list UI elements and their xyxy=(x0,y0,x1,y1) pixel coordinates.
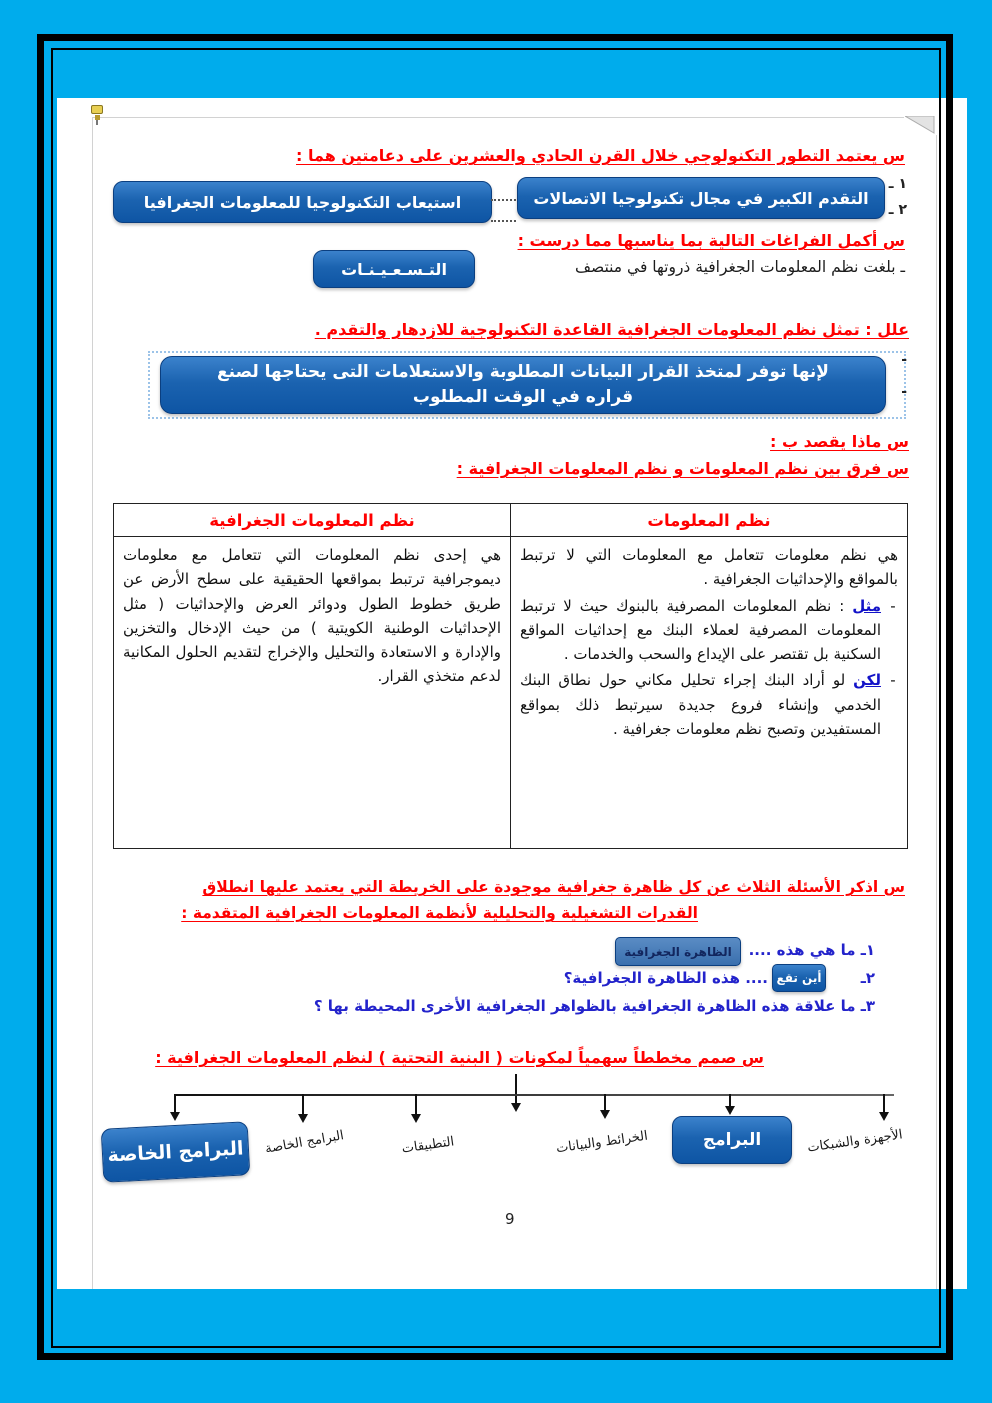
flowchart-node-software-box: البرامج xyxy=(672,1116,792,1164)
flowchart-drop-line xyxy=(415,1094,417,1114)
table-header-row xyxy=(114,504,908,537)
is-example-text: : نظم المعلومات المصرفية بالبنوك حيث لا ترتبط المعلومات المصرفية لعملاء البنك مع إحداثيات المواقع السكنية بل تقتصر على الإيداع والسحب والخدمات . xyxy=(520,596,881,664)
sub-question-3: ٣ـ ما علاقة هذه الظاهرة الجغرافية بالظواهر الجغرافية الأخرى المحيطة بها ؟ xyxy=(313,997,875,1015)
folded-corner-icon xyxy=(905,116,935,134)
arrow-down-icon xyxy=(600,1110,610,1119)
is-but-text: لو أراد البنك إجراء تحليل مكاني حول نطاق البنك الخدمي وإنشاء فروع جديدة سيرتبط ذلك بمواقع المستفيدين وتصبح نظم معلومات جغرافية . xyxy=(520,671,881,739)
flowchart-drop-line xyxy=(604,1094,606,1110)
flowchart-drop-line xyxy=(883,1094,885,1112)
dash-mark-2: - xyxy=(901,384,907,400)
answer-box-where-located: أين تقع xyxy=(772,964,826,992)
question-1-item-2-number: ٢ ـ xyxy=(888,202,907,218)
flowchart-drop-line xyxy=(729,1094,731,1106)
arrow-down-icon xyxy=(511,1103,521,1112)
fill-blank-sentence: ـ بلغت نظم المعلومات الجغرافية ذروتها في منتصف xyxy=(574,258,905,276)
table-header-information-systems: نظم المعلومات xyxy=(511,504,908,537)
question-4-heading: س ماذا يقصد ب : xyxy=(770,432,909,451)
dash-mark-1: - xyxy=(901,352,907,368)
pushpin-icon xyxy=(90,105,104,125)
flowchart-drop-line xyxy=(302,1094,304,1114)
question-2-heading: س أكمل الفراغات التالية بما يناسبها مما درست : xyxy=(517,231,905,250)
list-marker: - xyxy=(890,671,896,690)
dotted-line xyxy=(491,220,516,222)
question-1-heading: س يعتمد التطور التكنولوجي خلال القرن الحادي والعشرين على دعامتين هما : xyxy=(296,146,905,165)
justification-line-1: لإنها توفر لمتخذ القرار البيانات المطلوبة والاستعلامات التى يحتاجها لصنع xyxy=(217,361,829,382)
comparison-table xyxy=(113,503,908,849)
flowchart-drop-line xyxy=(174,1094,176,1112)
table-body-row xyxy=(114,537,908,849)
arrow-down-icon xyxy=(411,1114,421,1123)
arrow-down-icon xyxy=(879,1112,889,1121)
is-example-item xyxy=(520,594,898,667)
table-cell-gis xyxy=(114,537,511,849)
flowchart-node-devices-networks: الأجهزة والشبكات xyxy=(806,1127,904,1156)
sub-question-1: ١ـ ما هي هذه .... xyxy=(748,941,875,959)
table-cell-information-systems xyxy=(511,537,908,849)
list-marker: - xyxy=(890,596,896,615)
question-6-heading-line-1: س اذكر الأسئلة الثلاث عن كل ظاهرة جغرافية موجودة على الخريطة التي يعتمد عليها انطلاق xyxy=(202,878,905,896)
dotted-line xyxy=(491,199,516,201)
question-5-heading: س فرق بين نظم المعلومات و نظم المعلومات الجغرافية : xyxy=(456,459,909,478)
flowchart-node-applications: التطبيقات xyxy=(400,1134,456,1157)
answer-box-justification xyxy=(160,356,886,414)
flowchart-node-special-software-box: البرامج الخاصة xyxy=(101,1121,251,1183)
flowchart-rail-line xyxy=(175,1094,894,1096)
question-6-heading-line-2: القدرات التشغيلية والتحليلية لأنظمة المعلومات الجغرافية المتقدمة : xyxy=(181,904,698,922)
page-number: 9 xyxy=(505,1210,515,1228)
answer-box-gis-absorption: استيعاب التكنولوجيا للمعلومات الجغرافيا xyxy=(113,181,492,223)
sub-question-2-number: ٢ـ xyxy=(860,969,875,987)
arrow-down-icon xyxy=(298,1114,308,1123)
is-definition: هي نظم معلومات تتعامل مع المعلومات التي لا ترتبط بالمواقع والإحداثيات الجغرافية . xyxy=(520,546,898,589)
justification-line-2: قراره في الوقت المطلوب xyxy=(412,387,634,407)
answer-box-communications-tech: التقدم الكبير في مجال تكنولوجيا الاتصالات xyxy=(517,177,885,219)
question-3-heading: علل : تمثل نظم المعلومات الجغرافية القاعدة التكنولوجية للازدهار والتقدم . xyxy=(314,320,909,339)
gis-definition: هي إحدى نظم المعلومات التي تتعامل مع معلومات ديموجرافية ترتبط بمواقعها الحقيقية على سطح الأرض عن طريق خطوط الطول ودوائر العرض والإحداثيات ( مثل الإحداثيات الوطنية الكويتية ) من حيث الإدخال والتخزين والإدارة و الاستعادة والتحليل والإخراج لتقديم الحلول المكانية لدعم متخذي القرار. xyxy=(123,546,501,686)
arrow-down-icon xyxy=(725,1106,735,1115)
flowchart-stem-line xyxy=(515,1074,517,1104)
is-but-item xyxy=(520,668,898,741)
arrow-down-icon xyxy=(170,1112,180,1121)
keyword-methl: مثل xyxy=(852,596,881,615)
question-1-item-1-number: ١ ـ xyxy=(888,176,907,192)
answer-box-geographic-phenomenon: الظاهرة الجغرافية xyxy=(615,937,741,966)
flowchart-node-special-software: البرامج الخاصة xyxy=(263,1128,346,1157)
answer-box-nineties: التـسـعـيـنـات xyxy=(313,250,475,288)
table-header-gis: نظم المعلومات الجغرافية xyxy=(114,504,511,537)
sub-question-2-text: .... هذه الظاهرة الجغرافية؟ xyxy=(563,969,768,987)
flowchart-node-maps-data: الخرائط والبيانات xyxy=(555,1128,649,1157)
question-7-heading: س صمم مخططاً سهمياً لمكونات ( البنية التحتية ) لنظم المعلومات الجغرافية : xyxy=(155,1048,764,1067)
keyword-lakin: لكن xyxy=(853,671,881,690)
